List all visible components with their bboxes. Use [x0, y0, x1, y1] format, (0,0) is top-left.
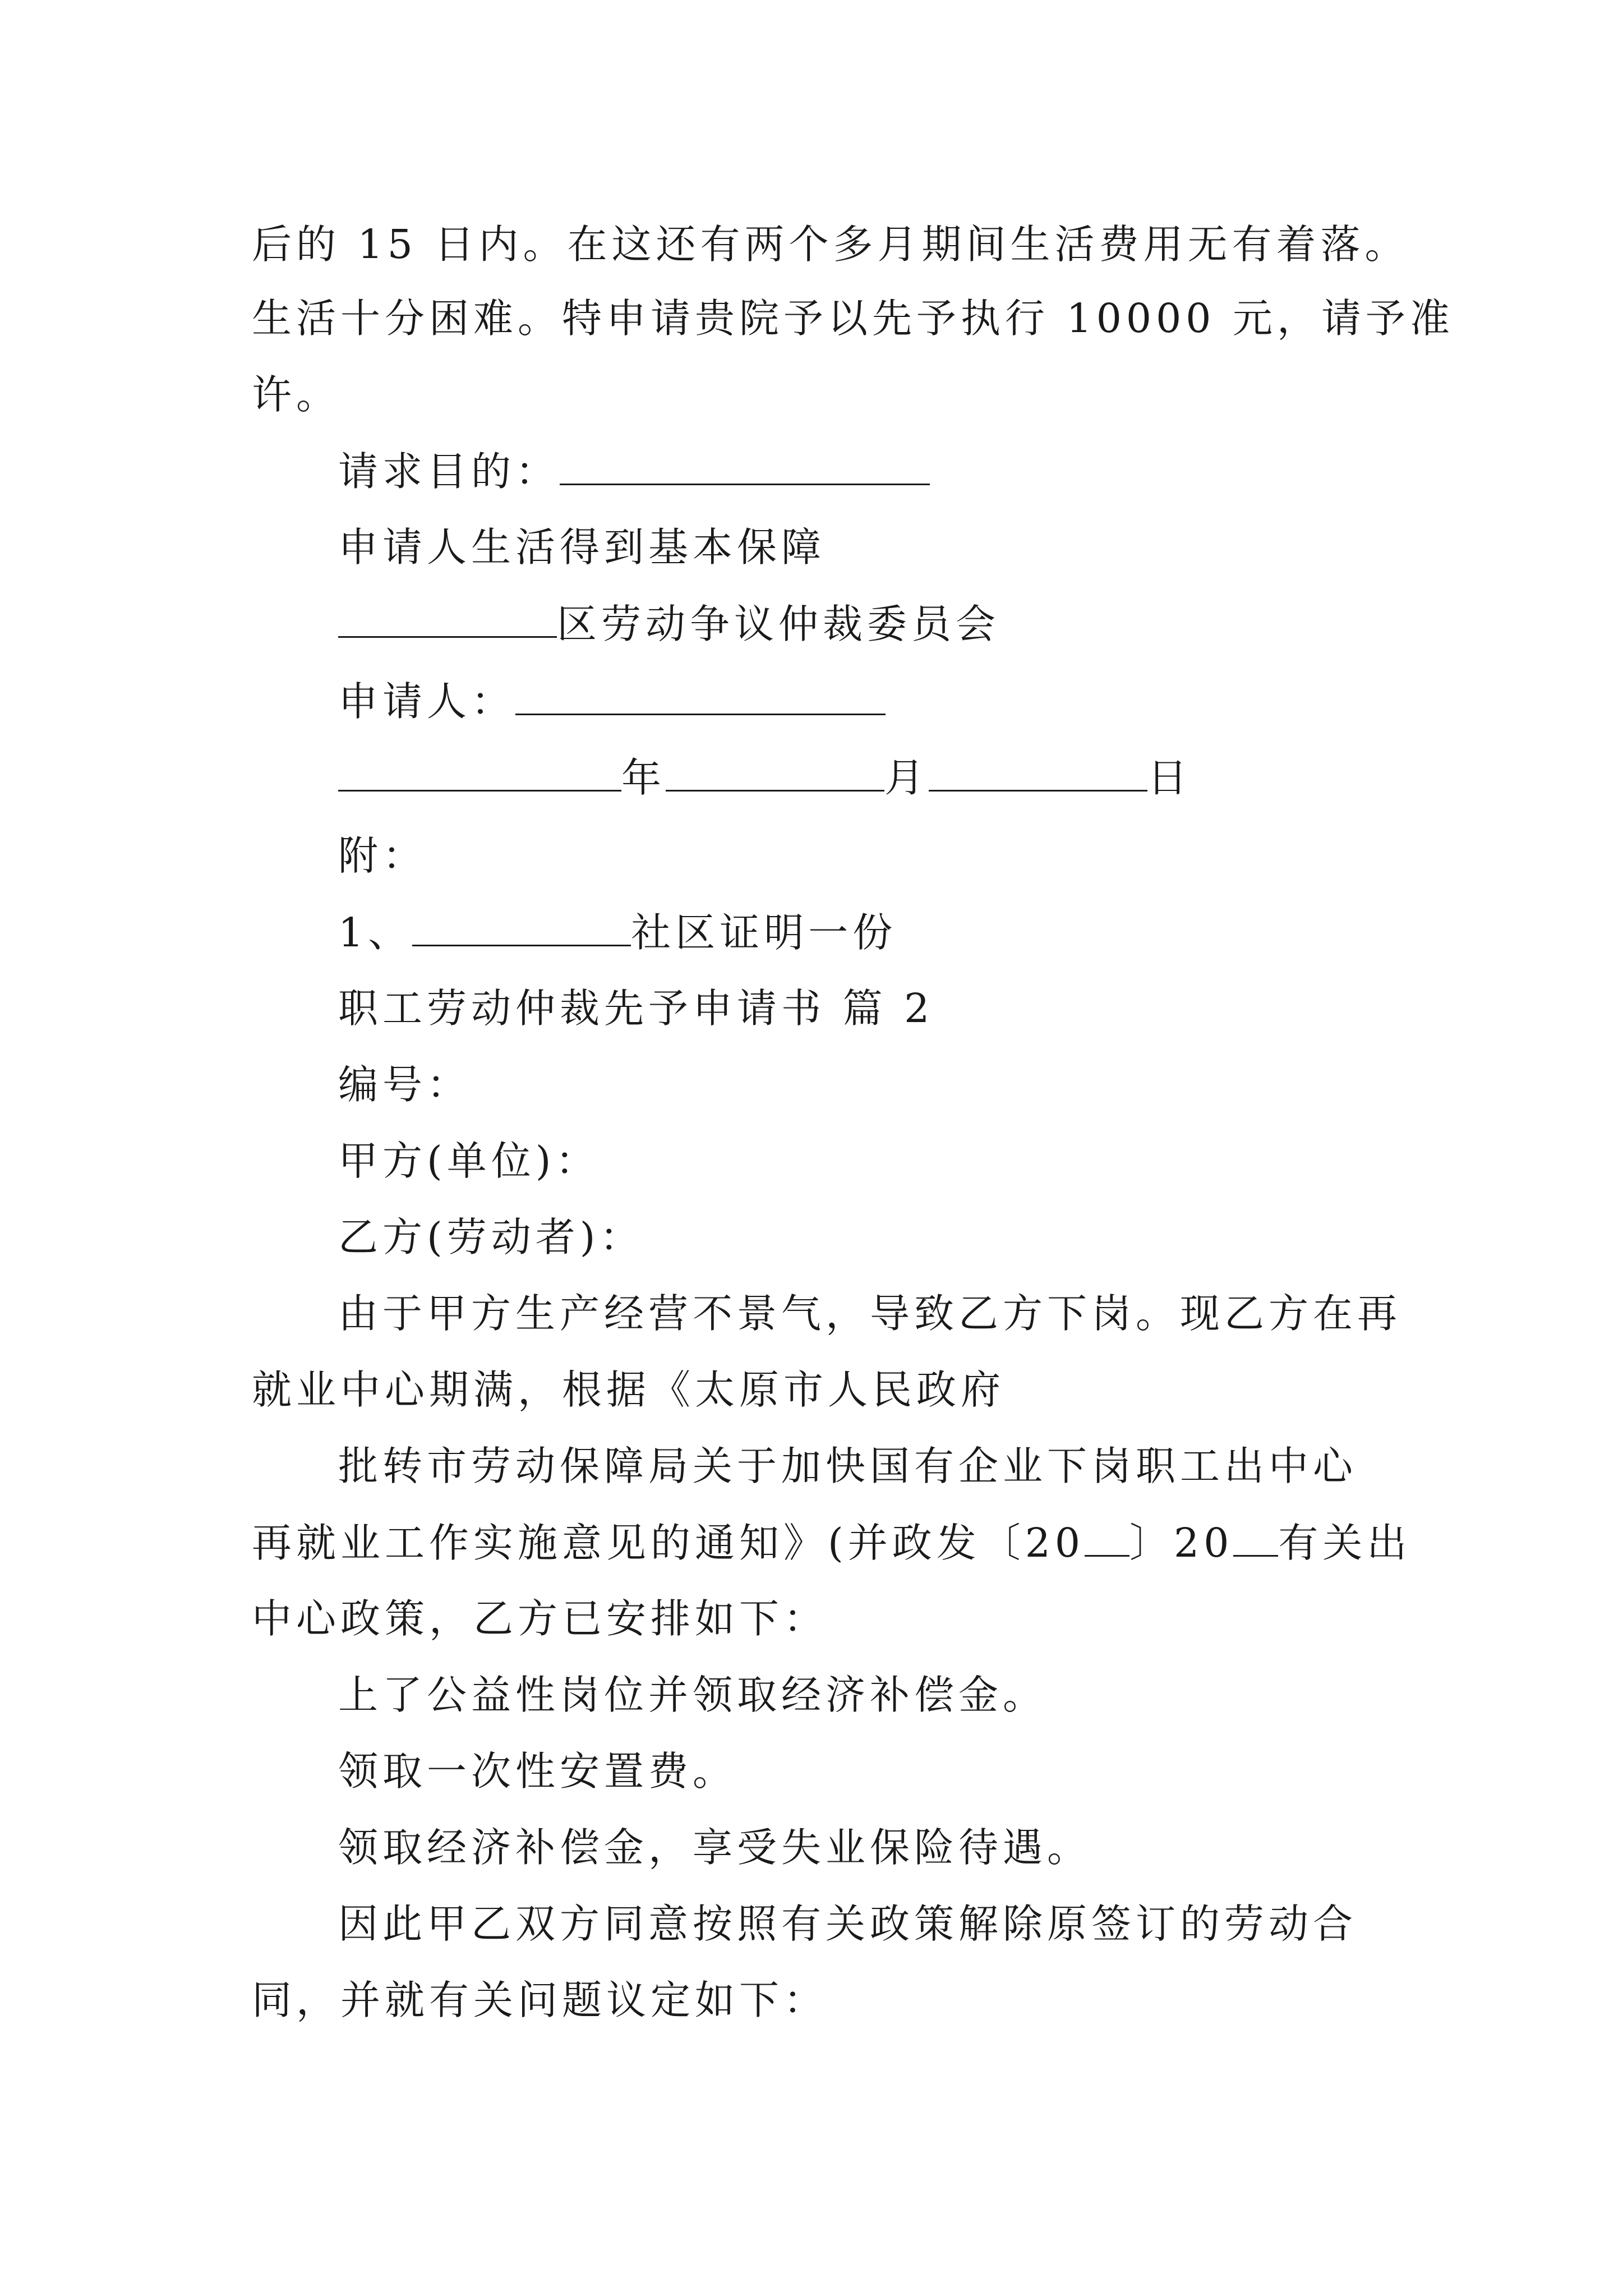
paragraph-line: 后的 15 日内。在这还有两个多月期间生活费用无有着落。 [252, 221, 1409, 268]
paragraph-line: 中心政策，乙方已安排如下： [252, 1595, 828, 1642]
paragraph-line: 同，并就有关问题议定如下： [252, 1977, 828, 2023]
committee-line [338, 601, 1000, 647]
list-item: 上了公益性岗位并领取经济补偿金。 [338, 1672, 1048, 1718]
paragraph-line: 申请人生活得到基本保障 [338, 524, 826, 570]
fill-blank [338, 604, 557, 638]
request-purpose-label: 请求目的： [338, 448, 560, 495]
fill-blank [338, 757, 621, 792]
day-label: 日 [1147, 754, 1192, 801]
paragraph-line: 由于甲方生产经营不景气，导致乙方下岗。现乙方在再 [338, 1290, 1402, 1337]
paragraph-line: 生活十分困难。特申请贵院予以先予执行 10000 元，请予准 [252, 295, 1455, 342]
section-title: 职工劳动仲裁先予申请书 篇 2 [338, 985, 934, 1032]
year-label: 年 [621, 754, 666, 801]
fill-blank [929, 757, 1147, 792]
attachment-number: 1、 [338, 909, 413, 956]
attachment-text: 社区证明一份 [631, 909, 897, 956]
date-line [338, 754, 1192, 801]
fill-blank [1085, 1522, 1129, 1557]
fill-blank [515, 681, 886, 715]
paragraph-line: 乙方(劳动者)： [338, 1214, 644, 1260]
policy-year: 〕20 [1129, 1520, 1234, 1566]
fill-blank [666, 757, 884, 792]
paragraph-line: 就业中心期满，根据《太原市人民政府 [252, 1366, 1006, 1413]
fill-blank [1233, 1522, 1278, 1557]
request-purpose-line [338, 448, 930, 495]
fill-blank [412, 912, 631, 946]
attachment-label: 附： [338, 832, 427, 879]
paragraph-line: 许。 [252, 371, 341, 418]
attachment-item [338, 909, 897, 956]
list-item: 领取一次性安置费。 [338, 1748, 737, 1795]
policy-line [252, 1520, 1412, 1566]
paragraph-line: 甲方(单位)： [338, 1138, 600, 1184]
paragraph-line: 批转市劳动保障局关于加快国有企业下岗职工出中心 [338, 1443, 1358, 1489]
committee-label: 区劳动争议仲裁委员会 [557, 601, 1000, 647]
policy-text: 再就业工作实施意见的通知》(并政发〔20 [252, 1520, 1085, 1566]
fill-blank [560, 451, 930, 485]
paragraph-line: 因此甲乙双方同意按照有关政策解除原签订的劳动合 [338, 1901, 1358, 1947]
paragraph-line: 编号： [338, 1061, 472, 1108]
list-item: 领取经济补偿金，享受失业保险待遇。 [338, 1824, 1092, 1871]
policy-tail: 有关出 [1278, 1520, 1412, 1566]
month-label: 月 [884, 754, 929, 801]
applicant-line [338, 678, 886, 725]
applicant-label: 申请人： [338, 678, 516, 725]
